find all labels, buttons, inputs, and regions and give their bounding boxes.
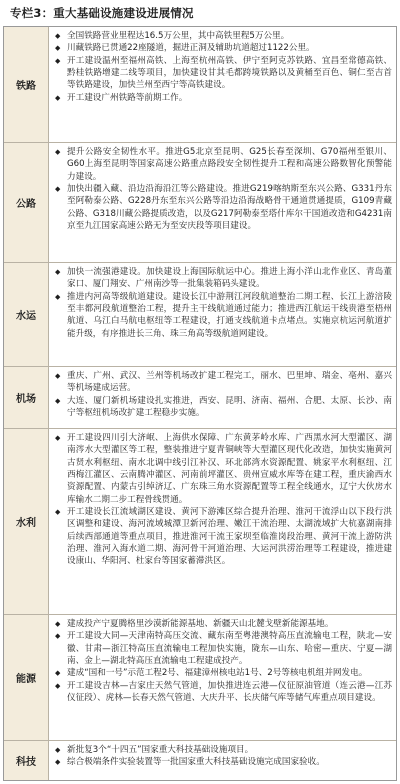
list-item: ◆ 重庆、广州、武汉、兰州等机场改扩建工程完工，丽水、巴里坤、瑞金、亳州、嘉兴等机场建成运营。: [55, 370, 392, 395]
row-airport: [4, 367, 396, 428]
category-label: 水运: [4, 263, 49, 366]
list-item: ◆ 开工建设长江流域湖区建设、黄河下游滩区综合提升治理、淮河干流浮山以下段行洪区调整和建设、海河流域城潭卫新河治理、嫩江干流治理、太湖流域扩大杭嘉湖南排后续西部通道等重点项目，推进淮河干流王家坝至临淮岗段治理、黄河干流上游防洪治理、淮河入海水道二期、海河骨干河道治理、大运河洪涝治理等工程建设，推进建设康山、华阳河、杜家台等国家蓄滞洪区。: [55, 506, 392, 568]
list-item: ◆ 建成投产宁夏腾格里沙漠新能源基地、新疆天山北麓戈壁新能源基地。: [55, 618, 392, 630]
panel-title: 专栏3：重大基础设施建设进展情况: [10, 6, 194, 20]
list-item: ◆ 开工建设温州至福州高铁、上海至杭州高铁、伊宁至阿克苏铁路、宜昌至常德高铁、黔桂铁路增建二线等项目，加快建设甘其毛都跨境铁路以及黄桶至百色、铜仁至吉首等铁路建设，加快兰州至西宁等高铁建设。: [55, 55, 392, 92]
row-content: [49, 263, 396, 366]
list-item: ◆ 加快一流强港建设。加快建设上海国际航运中心。推进上海小洋山北作业区、青岛董家口、厦门翔安、广州南沙等一批集装箱码头建设。: [55, 266, 392, 291]
category-label: 科技: [4, 741, 49, 780]
row-technology: [4, 741, 396, 780]
category-label: 公路: [4, 143, 49, 262]
list-item: ◆ 提升公路安全韧性水平。推进G5北京至昆明、G25长春至深圳、G70福州至银川、G60上海至昆明等国家高速公路重点路段安全韧性提升工程和高速公路数智化预警能力建设。: [55, 146, 392, 183]
list-item: ◆ 综合极端条件实验装置等一批国家重大科技基础设施完成国家验收。: [55, 756, 392, 768]
row-content: [49, 27, 396, 142]
list-item: ◆ 开工建设大同—天津南特高压交流、藏东南至粤港澳特高压直流输电工程，陕北—安徽、甘肃—浙江特高压直流输电工程加快实施，陇东—山东、哈密—重庆、宁夏—湖南、金上—湖北特高压直流输电工程建成投产。: [55, 630, 392, 667]
row-railway: [4, 27, 396, 142]
list-item: ◆ 建成“国和一号”示范工程2号、福建漳州核电站1号、2号等核电机组并网发电。: [55, 667, 392, 679]
list-item: ◆ 加快出疆入藏、沿边沿海沿江等公路建设。推进G219喀纳斯至东兴公路、G331丹东至阿勒泰公路、G228丹东至东兴公路等沿边沿海战略骨干通道贯通提质，G109青藏公路、G318川藏公路提质改造，以及G217阿勒泰至塔什库尔干国道改造和G4231南京至九江国家高速公路无为至安庆段等项目建设。: [55, 183, 392, 232]
list-item: ◆ 新批复3个“十四五”国家重大科技基础设施项目。: [55, 744, 392, 756]
category-label: 铁路: [4, 27, 49, 142]
list-item: ◆ 川藏铁路已贯通22座隧道，掘进正洞及辅助坑道超过1122公里。: [55, 42, 392, 54]
infrastructure-table: [3, 26, 397, 781]
row-content: [49, 741, 396, 780]
row-waterway: [4, 263, 396, 366]
row-highway: [4, 143, 396, 262]
list-item: ◆ 推进内河高等级航道建设。建设长江中游荆江河段航道整治二期工程、长江上游涪陵至丰都河段航道整治工程，提升主干线航道通过能力；推进西江航运干线贵港至梧州航道、乌江白马航电枢纽等工程建设，打通支线航道卡点堵点。实施京杭运河航道扩能升级，有序推进长三角、珠三角高等级航道网建设。: [55, 291, 392, 340]
list-item: ◆ 开工建设四川引大济岷、上海供水保障、广东黄茅岭水库、广西黑水河大型灌区、湖南涔水大型灌区等工程，整装推进宁夏青铜峡等大型灌区现代化改造，加快实施黄河古贤水利枢纽、南水北调中线引江补汉、环北部湾水资源配置、姚家平水利枢纽、江西梅江灌区、云南腾冲灌区、河南前坪灌区、贵州宣威水库等在建工程，重庆渝西水资源配置、内蒙古引绰济辽、广东珠三角水资源配置等工程全线通水，辽宁大伙房水库输水二期二步工程骨线贯通。: [55, 432, 392, 506]
row-content: [49, 367, 396, 428]
list-item: ◆ 开工建设广州铁路等前期工作。: [55, 92, 392, 104]
row-content: [49, 615, 396, 740]
row-energy: [4, 615, 396, 740]
list-item: ◆ 开工建设吉林—吉家庄天然气管道，加快推进连云港—仪征原油管道（连云港—江苏仪征段）、虎林—长春天然气管道、大庆升平、长庆储气库等储气库重点项目建设。: [55, 680, 392, 705]
category-label: 能源: [4, 615, 49, 740]
list-item: ◆ 大连、厦门新机场建设扎实推进，西安、昆明、济南、福州、合肥、太原、长沙、南宁等枢纽机场改扩建工程稳步实施。: [55, 395, 392, 420]
category-label: 机场: [4, 367, 49, 428]
row-content: [49, 429, 396, 614]
list-item: ◆ 全国铁路营业里程达16.5万公里，其中高铁里程5万公里。: [55, 30, 392, 42]
row-water-conservancy: [4, 429, 396, 614]
category-label: 水利: [4, 429, 49, 614]
row-content: [49, 143, 396, 262]
